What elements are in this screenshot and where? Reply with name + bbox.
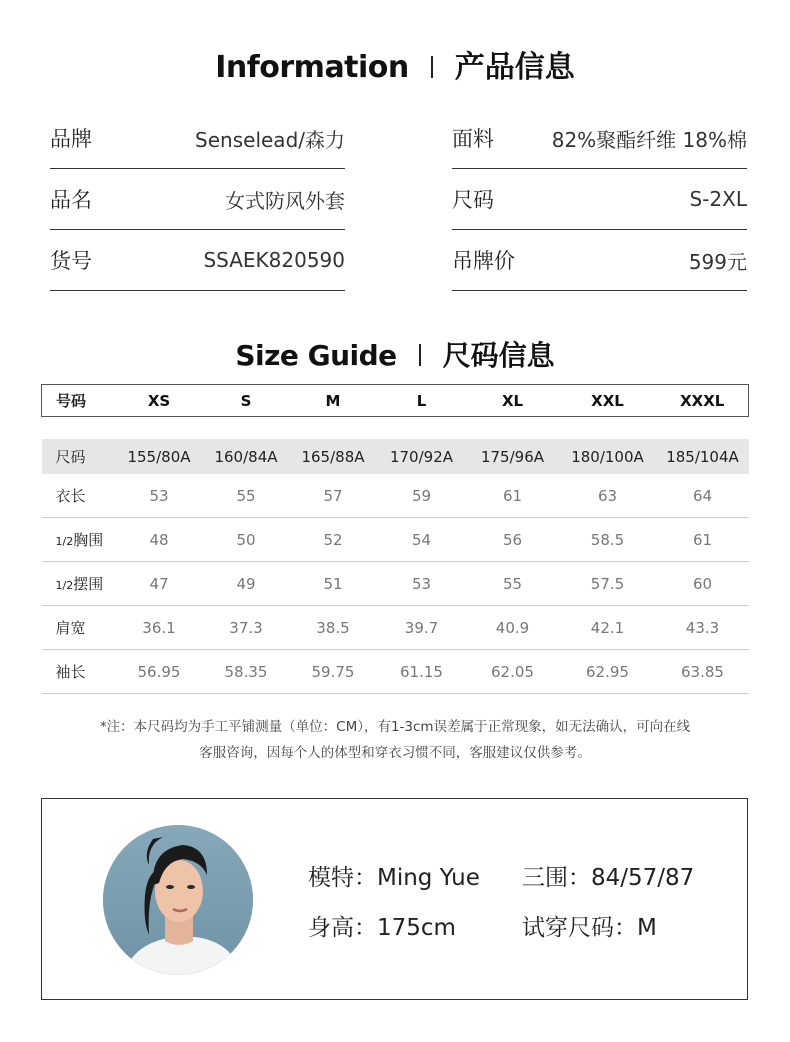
size-title-en: Size Guide <box>235 339 397 372</box>
table-cell: 57 <box>290 474 377 518</box>
header-cell: XXL <box>559 385 657 417</box>
header-cell: M <box>290 385 377 417</box>
table-cell: 170/92A <box>377 439 467 474</box>
model-avatar <box>103 825 253 975</box>
info-row-item-no <box>50 230 345 291</box>
info-value: 82%聚酯纤维 18%棉 <box>551 127 747 152</box>
model-measurements: 三围：84/57/87 <box>522 865 695 891</box>
table-cell: 62.95 <box>559 650 657 694</box>
table-cell: 43.3 <box>657 606 749 650</box>
table-cell: 52 <box>290 518 377 562</box>
table-cell: 53 <box>377 562 467 606</box>
table-cell: 61 <box>657 518 749 562</box>
model-height: 身高：175cm <box>308 915 456 941</box>
info-row-tag-price <box>452 230 747 291</box>
table-cell: 40.9 <box>467 606 559 650</box>
table-cell: 56.95 <box>116 650 203 694</box>
header-cell: L <box>377 385 467 417</box>
table-cell: 155/80A <box>116 439 203 474</box>
table-cell: 64 <box>657 474 749 518</box>
table-cell: 175/96A <box>467 439 559 474</box>
header-cell: XXXL <box>657 385 749 417</box>
info-key: 吊牌价 <box>452 249 515 273</box>
table-cell: 47 <box>116 562 203 606</box>
info-title-en: Information <box>215 50 409 85</box>
table-cell: 58.35 <box>203 650 290 694</box>
info-title-cn: 产品信息 <box>454 50 575 85</box>
info-key: 货号 <box>50 249 92 273</box>
info-key: 品牌 <box>50 127 92 151</box>
info-section-title <box>0 42 790 86</box>
size-header-row <box>42 385 749 417</box>
size-table <box>41 384 749 694</box>
table-cell: 39.7 <box>377 606 467 650</box>
table-cell: 59 <box>377 474 467 518</box>
table-cell: 37.3 <box>203 606 290 650</box>
size-code-row <box>42 439 749 474</box>
table-cell: 55 <box>203 474 290 518</box>
row-label: 1/2胸围 <box>42 518 116 562</box>
table-cell: 38.5 <box>290 606 377 650</box>
table-row <box>42 650 749 694</box>
row-label: 衣长 <box>42 474 116 518</box>
table-cell: 36.1 <box>116 606 203 650</box>
measurement-note <box>40 714 750 766</box>
model-info-box <box>41 798 748 1000</box>
table-cell: 57.5 <box>559 562 657 606</box>
model-try-size: 试穿尺码：M <box>522 915 657 941</box>
table-cell: 58.5 <box>559 518 657 562</box>
info-value: SSAEK820590 <box>203 248 345 272</box>
info-row-size <box>452 169 747 230</box>
title-divider <box>419 344 421 366</box>
table-cell: 61 <box>467 474 559 518</box>
table-cell: 尺码 <box>42 439 116 474</box>
table-cell: 48 <box>116 518 203 562</box>
table-cell: 42.1 <box>559 606 657 650</box>
header-cell: 号码 <box>42 385 116 417</box>
info-key: 尺码 <box>452 188 494 212</box>
table-cell: 51 <box>290 562 377 606</box>
table-cell: 165/88A <box>290 439 377 474</box>
table-cell: 56 <box>467 518 559 562</box>
note-line-1: *注：本尺码均为手工平铺测量（单位：CM），有1-3cm误差属于正常现象，如无法确认，可向在线 <box>99 719 691 735</box>
info-row-fabric <box>452 108 747 169</box>
info-value: S-2XL <box>689 187 747 211</box>
table-cell: 50 <box>203 518 290 562</box>
model-name: 模特：Ming Yue <box>308 865 480 891</box>
row-label: 1/2摆围 <box>42 562 116 606</box>
table-cell: 54 <box>377 518 467 562</box>
info-value: 599元 <box>688 249 747 274</box>
table-cell: 180/100A <box>559 439 657 474</box>
table-cell: 55 <box>467 562 559 606</box>
info-value: Senselead/森力 <box>195 127 345 152</box>
info-row-brand <box>50 108 345 169</box>
title-divider <box>431 56 433 78</box>
table-row <box>42 474 749 518</box>
table-cell: 62.05 <box>467 650 559 694</box>
table-cell: 61.15 <box>377 650 467 694</box>
table-cell: 63.85 <box>657 650 749 694</box>
table-cell: 185/104A <box>657 439 749 474</box>
model-photo-icon <box>103 825 253 975</box>
table-cell: 59.75 <box>290 650 377 694</box>
info-column-left <box>50 108 345 291</box>
header-cell: S <box>203 385 290 417</box>
size-section-title <box>0 334 790 374</box>
table-row <box>42 518 749 562</box>
header-cell: XL <box>467 385 559 417</box>
note-line-2: 客服咨询，因每个人的体型和穿衣习惯不同，客服建议仅供参考。 <box>199 745 591 761</box>
table-cell: 60 <box>657 562 749 606</box>
info-key: 品名 <box>50 188 92 212</box>
info-value: 女式防风外套 <box>225 188 345 213</box>
size-title-cn: 尺码信息 <box>442 339 555 372</box>
table-cell: 49 <box>203 562 290 606</box>
table-row <box>42 606 749 650</box>
table-row <box>42 562 749 606</box>
row-label: 肩宽 <box>42 606 116 650</box>
table-cell: 53 <box>116 474 203 518</box>
table-cell: 160/84A <box>203 439 290 474</box>
info-row-product-name <box>50 169 345 230</box>
info-key: 面料 <box>452 127 494 151</box>
header-cell: XS <box>116 385 203 417</box>
table-cell: 63 <box>559 474 657 518</box>
row-label: 袖长 <box>42 650 116 694</box>
info-column-right <box>452 108 747 291</box>
